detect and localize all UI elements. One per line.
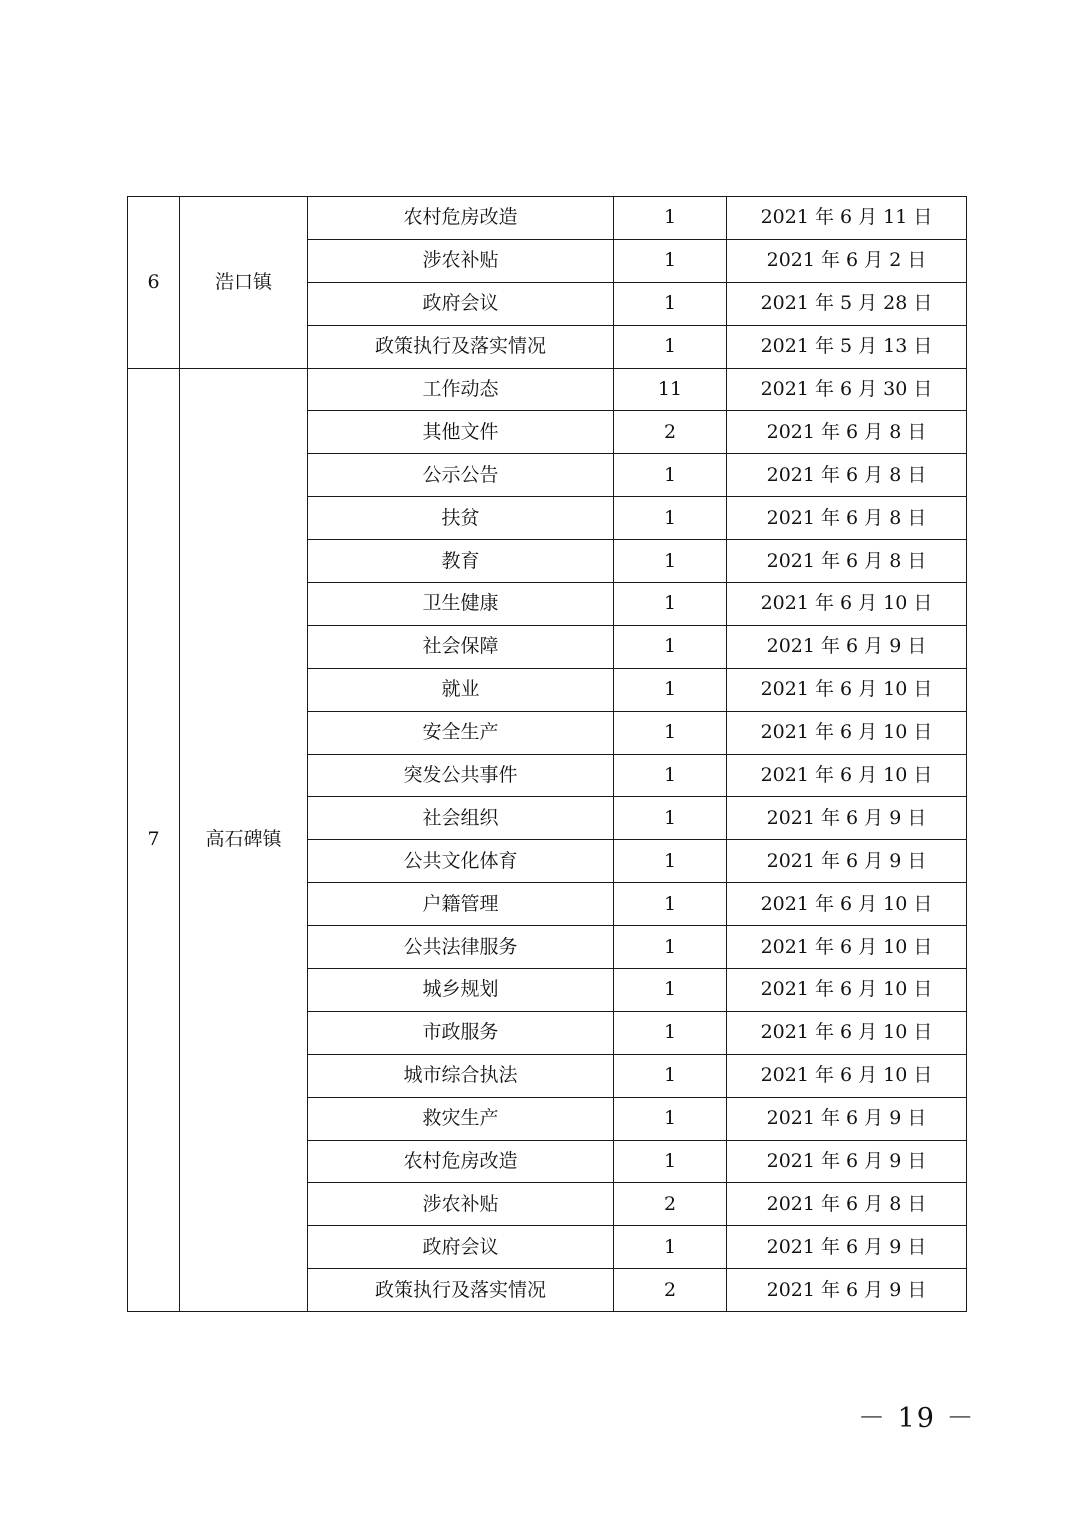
table-body — [128, 197, 967, 1312]
date-cell: 2021 年 6 月 10 日 — [727, 1054, 967, 1097]
date-cell: 2021 年 6 月 8 日 — [727, 411, 967, 454]
category-cell: 户籍管理 — [308, 883, 614, 926]
count-cell: 1 — [614, 540, 727, 583]
category-cell: 其他文件 — [308, 411, 614, 454]
category-cell: 安全生产 — [308, 711, 614, 754]
count-cell: 1 — [614, 239, 727, 282]
category-cell: 扶贫 — [308, 497, 614, 540]
date-cell: 2021 年 6 月 9 日 — [727, 840, 967, 883]
date-cell: 2021 年 6 月 10 日 — [727, 1011, 967, 1054]
category-cell: 突发公共事件 — [308, 754, 614, 797]
count-cell: 1 — [614, 754, 727, 797]
count-cell: 1 — [614, 454, 727, 497]
count-cell: 1 — [614, 840, 727, 883]
table-row — [128, 197, 967, 240]
category-cell: 公共文化体育 — [308, 840, 614, 883]
category-cell: 政府会议 — [308, 282, 614, 325]
category-cell: 就业 — [308, 668, 614, 711]
count-cell: 2 — [614, 1269, 727, 1312]
date-cell: 2021 年 6 月 9 日 — [727, 1226, 967, 1269]
category-cell: 社会保障 — [308, 625, 614, 668]
category-cell: 救灾生产 — [308, 1097, 614, 1140]
date-cell: 2021 年 6 月 8 日 — [727, 1183, 967, 1226]
category-cell: 政策执行及落实情况 — [308, 1269, 614, 1312]
category-cell: 教育 — [308, 540, 614, 583]
date-cell: 2021 年 6 月 10 日 — [727, 583, 967, 626]
town-name-cell: 浩口镇 — [180, 197, 308, 369]
count-cell: 11 — [614, 368, 727, 411]
count-cell: 1 — [614, 1097, 727, 1140]
category-cell: 工作动态 — [308, 368, 614, 411]
category-cell: 涉农补贴 — [308, 239, 614, 282]
category-cell: 社会组织 — [308, 797, 614, 840]
date-cell: 2021 年 6 月 8 日 — [727, 497, 967, 540]
date-cell: 2021 年 5 月 13 日 — [727, 325, 967, 368]
category-cell: 政府会议 — [308, 1226, 614, 1269]
town-name-cell: 高石碑镇 — [180, 368, 308, 1312]
count-cell: 1 — [614, 926, 727, 969]
count-cell: 1 — [614, 625, 727, 668]
date-cell: 2021 年 6 月 30 日 — [727, 368, 967, 411]
count-cell: 1 — [614, 1140, 727, 1183]
date-cell: 2021 年 6 月 2 日 — [727, 239, 967, 282]
count-cell: 1 — [614, 1054, 727, 1097]
disclosure-table — [127, 196, 967, 1312]
category-cell: 农村危房改造 — [308, 197, 614, 240]
count-cell: 1 — [614, 711, 727, 754]
group-number-cell: 7 — [128, 368, 180, 1312]
date-cell: 2021 年 6 月 10 日 — [727, 926, 967, 969]
date-cell: 2021 年 6 月 8 日 — [727, 540, 967, 583]
group-number-cell: 6 — [128, 197, 180, 369]
count-cell: 1 — [614, 282, 727, 325]
category-cell: 公示公告 — [308, 454, 614, 497]
count-cell: 2 — [614, 1183, 727, 1226]
date-cell: 2021 年 5 月 28 日 — [727, 282, 967, 325]
count-cell: 1 — [614, 668, 727, 711]
category-cell: 市政服务 — [308, 1011, 614, 1054]
table-row — [128, 368, 967, 411]
count-cell: 1 — [614, 883, 727, 926]
date-cell: 2021 年 6 月 10 日 — [727, 754, 967, 797]
count-cell: 1 — [614, 583, 727, 626]
date-cell: 2021 年 6 月 10 日 — [727, 969, 967, 1012]
date-cell: 2021 年 6 月 9 日 — [727, 625, 967, 668]
date-cell: 2021 年 6 月 9 日 — [727, 1097, 967, 1140]
category-cell: 城乡规划 — [308, 969, 614, 1012]
date-cell: 2021 年 6 月 9 日 — [727, 1269, 967, 1312]
count-cell: 1 — [614, 497, 727, 540]
count-cell: 1 — [614, 1226, 727, 1269]
date-cell: 2021 年 6 月 10 日 — [727, 711, 967, 754]
date-cell: 2021 年 6 月 10 日 — [727, 668, 967, 711]
date-cell: 2021 年 6 月 10 日 — [727, 883, 967, 926]
category-cell: 涉农补贴 — [308, 1183, 614, 1226]
date-cell: 2021 年 6 月 9 日 — [727, 1140, 967, 1183]
page-number: － 19 － — [858, 1403, 976, 1434]
category-cell: 城市综合执法 — [308, 1054, 614, 1097]
count-cell: 1 — [614, 797, 727, 840]
count-cell: 1 — [614, 197, 727, 240]
category-cell: 政策执行及落实情况 — [308, 325, 614, 368]
category-cell: 卫生健康 — [308, 583, 614, 626]
date-cell: 2021 年 6 月 8 日 — [727, 454, 967, 497]
date-cell: 2021 年 6 月 9 日 — [727, 797, 967, 840]
date-cell: 2021 年 6 月 11 日 — [727, 197, 967, 240]
count-cell: 2 — [614, 411, 727, 454]
count-cell: 1 — [614, 1011, 727, 1054]
count-cell: 1 — [614, 325, 727, 368]
count-cell: 1 — [614, 969, 727, 1012]
category-cell: 公共法律服务 — [308, 926, 614, 969]
category-cell: 农村危房改造 — [308, 1140, 614, 1183]
